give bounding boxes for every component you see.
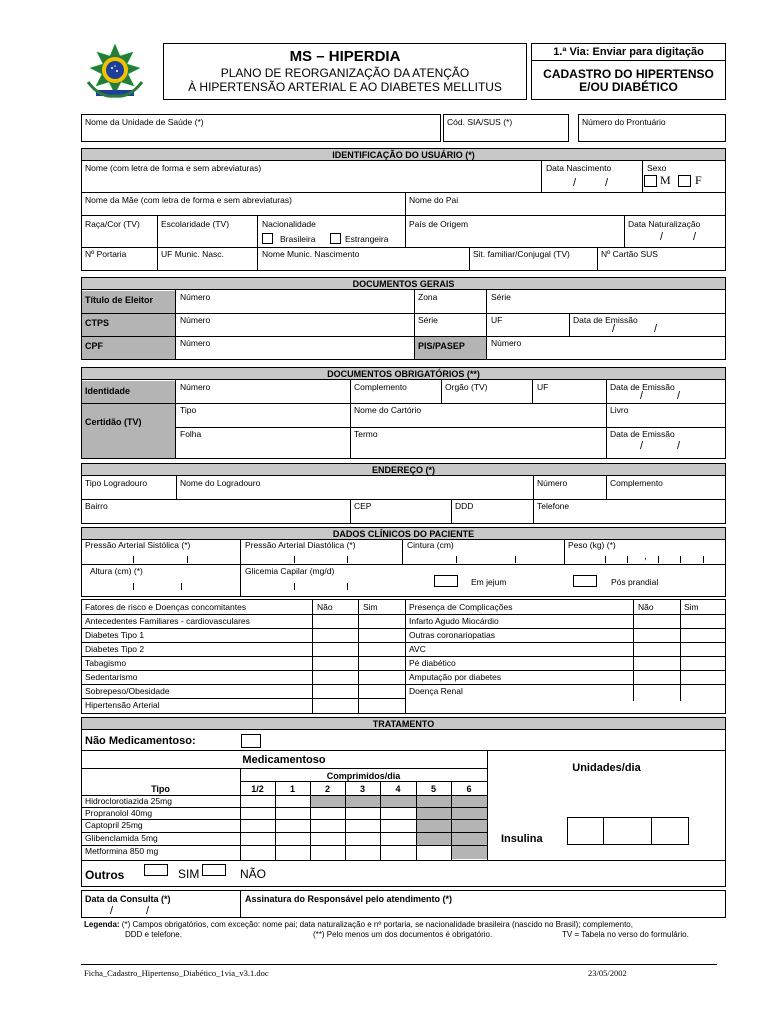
complicacoes-heading: Presença de Complicações — [409, 602, 513, 612]
complicacao-item: AVC — [409, 644, 426, 654]
footer-divider — [81, 964, 717, 965]
raca-label: Raça/Cor (TV) — [85, 219, 140, 229]
nome-label: Nome (com letra de forma e sem abreviaturas) — [85, 163, 262, 173]
tratamento-heading: TRATAMENTO — [81, 717, 726, 730]
portaria-label: Nº Portaria — [85, 249, 127, 259]
zona-label: Zona — [418, 292, 438, 302]
insulina-label: Insulina — [501, 833, 543, 845]
complicacao-item: Infarto Agudo Miocárdio — [409, 616, 499, 626]
complicacao-item: Amputação por diabetes — [409, 672, 502, 682]
fator-sim-cell[interactable] — [359, 671, 403, 683]
cintura-label: Cintura (cm) — [407, 540, 454, 550]
medication-name: Metformina 850 mg — [85, 846, 159, 856]
cod-sia-label: Cód. SIA/SUS (*) — [447, 117, 513, 127]
brasileira-label: Brasileira — [280, 234, 316, 244]
fator-sim-cell[interactable] — [359, 643, 403, 655]
complicacoes-sim-label: Sim — [684, 602, 699, 612]
insulina-digits[interactable] — [567, 817, 689, 845]
titulo-eleitor-label: Título de Eleitor — [85, 295, 154, 305]
medication-name: Captopril 25mg — [85, 820, 143, 830]
data-nascimento-label: Data Nascimento — [546, 163, 612, 173]
fator-item: Tabagismo — [85, 658, 127, 668]
outros-sim-checkbox[interactable] — [144, 864, 168, 876]
end-numero-label: Número — [537, 478, 568, 488]
estrangeira-label: Estrangeira — [345, 234, 389, 244]
end-complemento-label: Complemento — [610, 478, 663, 488]
fator-item: Hipertensão Arterial — [85, 700, 160, 710]
pos-prandial-label: Pós prandial — [611, 577, 659, 587]
eleitor-numero-label: Número — [180, 292, 211, 302]
escolaridade-label: Escolaridade (TV) — [161, 219, 230, 229]
comprimido-col-header: 1 — [289, 784, 295, 794]
fatores-nao-label: Não — [317, 602, 333, 612]
cert-data-emissao-label: Data de Emissão — [610, 429, 675, 439]
pa-sistolica-label: Pressão Arterial Sistólica (*) — [85, 540, 191, 550]
brasileira-checkbox[interactable] — [262, 233, 273, 244]
docs-obrig-heading: DOCUMENTOS OBRIGATÓRIOS (**) — [81, 367, 726, 380]
fator-sim-cell[interactable] — [359, 685, 403, 697]
em-jejum-label: Em jejum — [471, 577, 507, 587]
fatores-heading: Fatores de risco e Doenças concomitantes — [85, 602, 247, 612]
peso-comma: , — [644, 551, 647, 562]
uf-munic-label: UF Munic. Nasc. — [161, 249, 224, 259]
medication-name: Hidroclorotiazida 25mg — [85, 796, 172, 806]
sexo-f-checkbox[interactable] — [678, 175, 691, 187]
outros-sim-label: SIM — [178, 867, 200, 881]
form-title-1: CADASTRO DO HIPERTENSO — [543, 67, 714, 81]
pis-pasep-label: PIS/PASEP — [418, 341, 465, 351]
fator-sim-cell[interactable] — [359, 629, 403, 641]
comprimido-col-header: 6 — [466, 784, 472, 794]
comprimidos-label: Comprimidos/dia — [326, 771, 401, 781]
assinatura-label: Assinatura do Responsável pelo atendimento (*) — [245, 894, 453, 904]
medicamentoso-label: Medicamentoso — [242, 754, 326, 766]
medication-name: Glibenclamida 5mg — [85, 833, 158, 843]
nome-munic-label: Nome Munic. Nascimento — [262, 249, 360, 259]
identificacao-heading: IDENTIFICAÇÃO DO USUÁRIO (*) — [81, 148, 726, 161]
cert-livro-label: Livro — [610, 405, 629, 415]
cert-folha-label: Folha — [180, 429, 202, 439]
pais-origem-label: País de Origem — [409, 219, 469, 229]
fator-item: Diabetes Tipo 1 — [85, 630, 145, 640]
comprimido-col-header: 1/2 — [251, 784, 264, 794]
fator-sim-cell[interactable] — [359, 615, 403, 627]
fator-nao-cell[interactable] — [313, 615, 357, 627]
form-title-2: E/OU DIABÉTICO — [579, 80, 678, 94]
docs-gerais-heading: DOCUMENTOS GERAIS — [81, 277, 726, 290]
complicacao-item: Doença Renal — [409, 686, 463, 696]
fator-nao-cell[interactable] — [313, 699, 357, 711]
complicacoes-nao-label: Não — [638, 602, 654, 612]
legenda-line2b: (**) Pelo menos um dos documentos é obrigatório. — [313, 930, 493, 939]
legenda-line2: DDD e telefone. — [125, 930, 182, 939]
nao-medicamentoso-label: Não Medicamentoso: — [85, 735, 196, 747]
fator-item: Antecedentes Familiares - cardiovasculares — [85, 616, 250, 626]
id-numero-label: Número — [180, 382, 211, 392]
sexo-label: Sexo — [647, 163, 667, 173]
ctps-data-emissao-label: Data de Emissão — [573, 315, 638, 325]
fator-nao-cell[interactable] — [313, 657, 357, 669]
legenda-label: Legenda: — [84, 920, 120, 929]
tipo-logradouro-label: Tipo Logradouro — [85, 478, 148, 488]
data-consulta-label: Data da Consulta (*) — [85, 894, 171, 904]
ctps-label: CTPS — [85, 318, 110, 328]
nao-medicamentoso-checkbox[interactable] — [241, 734, 261, 748]
ctps-uf-label: UF — [491, 315, 503, 325]
nome-pai-label: Nome do Pai — [409, 195, 459, 205]
nome-logradouro-label: Nome do Logradouro — [180, 478, 261, 488]
id-complemento-label: Complemento — [354, 382, 407, 392]
comprimido-col-header: 2 — [324, 784, 330, 794]
sit-familiar-label: Sit. familiar/Conjugal (TV) — [473, 249, 570, 259]
footer-file: Ficha_Cadastro_Hipertenso_Diabético_1via_v3.1.doc — [84, 968, 269, 978]
ctps-numero-label: Número — [180, 315, 211, 325]
ctps-serie-label: Série — [418, 315, 438, 325]
page-title: MS – HIPERDIA — [289, 48, 401, 65]
data-naturalizacao-label: Data Naturalização — [628, 219, 701, 229]
fator-nao-cell[interactable] — [313, 685, 357, 697]
pis-numero-label: Número — [491, 338, 522, 348]
fator-sim-cell[interactable] — [359, 657, 403, 669]
eleitor-serie-label: Série — [491, 292, 511, 302]
fator-nao-cell[interactable] — [313, 629, 357, 641]
legenda — [84, 920, 633, 929]
prontuario-label: Número do Prontuário — [582, 117, 666, 127]
cpf-numero-label: Número — [180, 338, 211, 348]
pa-diastolica-label: Pressão Arterial Diastólica (*) — [245, 540, 356, 550]
ddd-label: DDD — [455, 501, 474, 511]
fatores-sim-label: Sim — [363, 602, 378, 612]
comprimido-col-header: 3 — [359, 784, 365, 794]
fator-item: Sedentarismo — [85, 672, 138, 682]
cert-tipo-label: Tipo — [180, 405, 197, 415]
sexo-m-label: M — [660, 173, 671, 187]
complicacao-item: Pé diabético — [409, 658, 456, 668]
outros-nao-checkbox[interactable] — [202, 864, 226, 876]
sexo-f-label: F — [695, 173, 702, 187]
cpf-label: CPF — [85, 341, 103, 351]
comprimido-col-header: 5 — [430, 784, 436, 794]
identidade-label: Identidade — [85, 386, 131, 396]
unidades-dia-label: Unidades/dia — [572, 762, 641, 774]
cartao-sus-label: Nº Cartão SUS — [601, 249, 658, 259]
sexo-m-checkbox[interactable] — [644, 175, 657, 187]
pos-prandial-checkbox[interactable] — [573, 575, 597, 587]
comprimido-col-header: 4 — [395, 784, 401, 794]
subtitle-1: PLANO DE REORGANIZAÇÃO DA ATENÇÃO — [220, 66, 470, 80]
endereco-heading: ENDEREÇO (*) — [81, 463, 726, 476]
medication-name: Propranolol 40mg — [85, 808, 153, 818]
legenda-line1: (*) Campos obrigatórios, com exceção: nome pai; data naturalização e nº portaria, se nacionalidade brasileira (nascido no Brasil); complemento, — [119, 920, 633, 929]
outros-nao-label: NÃO — [240, 867, 267, 881]
telefone-label: Telefone — [537, 501, 570, 511]
em-jejum-checkbox[interactable] — [434, 575, 458, 587]
nacionalidade-label: Nacionalidade — [262, 219, 316, 229]
coat-of-arms-logo — [82, 42, 148, 102]
footer-date: 23/05/2002 — [588, 968, 627, 978]
peso-label: Peso (kg) (*) — [568, 540, 616, 550]
cep-label: CEP — [354, 501, 372, 511]
id-uf-label: UF — [537, 382, 549, 392]
cert-cartorio-label: Nome do Cartório — [354, 405, 422, 415]
fator-nao-cell[interactable] — [313, 643, 357, 655]
cert-termo-label: Termo — [354, 429, 378, 439]
glicemia-label: Glicemia Capilar (mg/d) — [245, 566, 335, 576]
fator-nao-cell[interactable] — [313, 671, 357, 683]
fator-item: Diabetes Tipo 2 — [85, 644, 145, 654]
bairro-label: Bairro — [85, 501, 108, 511]
id-data-emissao-label: Data de Emissão — [610, 382, 675, 392]
legenda-line2c: TV = Tabela no verso do formulário. — [562, 930, 689, 939]
tipo-header: Tipo — [151, 784, 170, 794]
altura-label: Altura (cm) (*) — [90, 566, 143, 576]
estrangeira-checkbox[interactable] — [330, 233, 341, 244]
complicacao-item: Outras coronariopatias — [409, 630, 495, 640]
fator-sim-cell[interactable] — [359, 699, 403, 711]
subtitle-2: À HIPERTENSÃO ARTERIAL E AO DIABETES MELLITUS — [188, 80, 502, 94]
id-orgao-label: Orgão (TV) — [445, 382, 488, 392]
outros-label: Outros — [85, 868, 125, 882]
via-label: 1.ª Via: Enviar para digitação — [553, 46, 704, 58]
clinicos-heading: DADOS CLÍNICOS DO PACIENTE — [81, 527, 726, 540]
fator-item: Sobrepeso/Obesidade — [85, 686, 170, 696]
certidao-label: Certidão (TV) — [85, 417, 142, 427]
unidade-label: Nome da Unidade de Saúde (*) — [85, 117, 204, 127]
nome-mae-label: Nome da Mãe (com letra de forma e sem abreviaturas) — [85, 195, 292, 205]
